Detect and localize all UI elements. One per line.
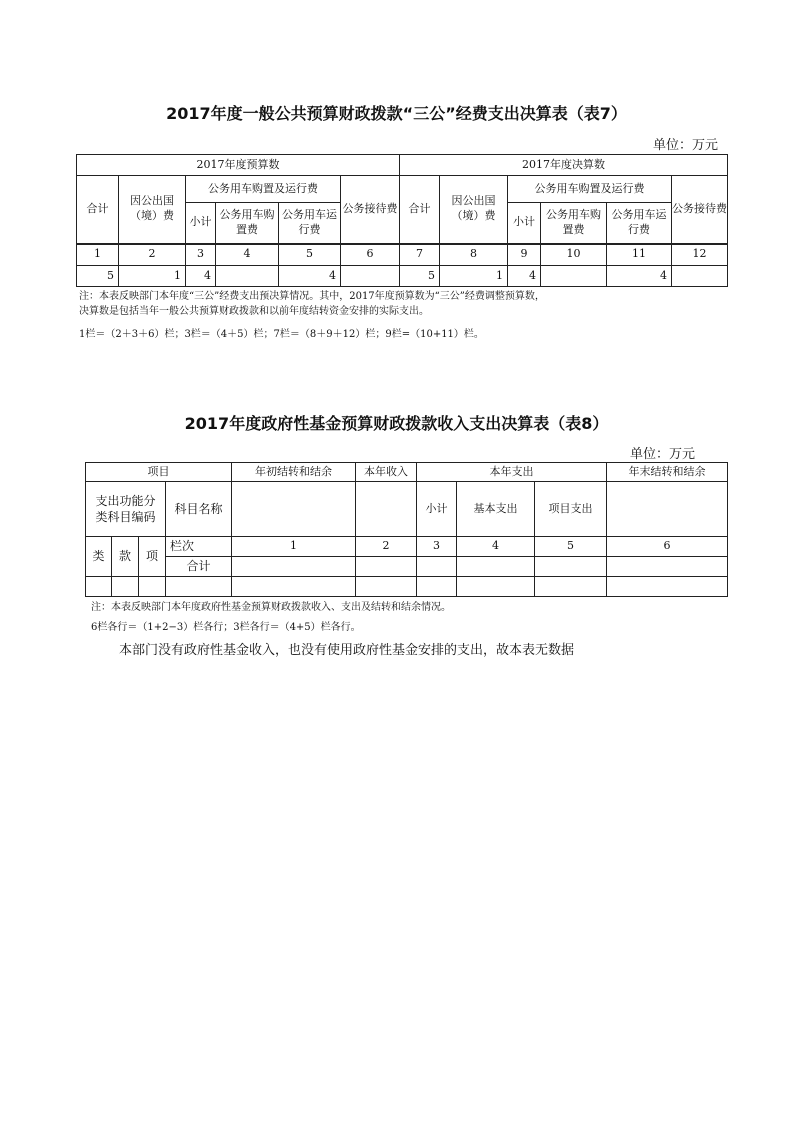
table7 — [76, 154, 728, 287]
table7-note-line2: 决算数是包括当年一般公共预算财政拨款和以前年度结转资金安排的实际支出。 — [79, 306, 429, 317]
header-end-balance: 年末结转和结余 — [607, 463, 728, 482]
value-cell: 4 — [607, 266, 672, 287]
header-vehicle-run: 公务用车运行费 — [279, 203, 341, 244]
header-xiang: 项 — [139, 537, 166, 577]
empty-cell — [232, 577, 356, 597]
no-data-statement: 本部门没有政府性基金收入，也没有使用政府性基金安排的支出，故本表无数据 — [119, 643, 575, 658]
header-vehicle-purchase: 公务用车购置费 — [541, 203, 607, 244]
header-subtotal: 小计 — [417, 482, 457, 537]
header-income: 本年收入 — [356, 463, 417, 482]
group-budget-header: 2017年度预算数 — [77, 155, 400, 176]
group-final-header: 2017年度决算数 — [400, 155, 728, 176]
empty-cell — [166, 577, 232, 597]
row-total-label: 合计 — [166, 557, 232, 577]
header-vehicle: 公务用车购置及运行费 — [508, 176, 672, 203]
empty-cell — [535, 557, 607, 577]
header-subtotal: 小计 — [186, 203, 216, 244]
empty-cell — [607, 577, 728, 597]
empty-cell — [607, 482, 728, 537]
header-reception: 公务接待费 — [341, 176, 400, 244]
empty-cell — [417, 557, 457, 577]
header-func-code: 支出功能分类科目编码 — [86, 482, 166, 537]
value-cell: 5 — [77, 266, 119, 287]
col-number: 9 — [508, 244, 541, 266]
col-number: 11 — [607, 244, 672, 266]
value-cell: 1 — [440, 266, 508, 287]
value-cell — [541, 266, 607, 287]
header-abroad: 因公出国（境）费 — [440, 176, 508, 244]
header-item: 项目 — [86, 463, 232, 482]
empty-cell — [607, 557, 728, 577]
col-number: 1 — [232, 537, 356, 557]
col-number: 2 — [356, 537, 417, 557]
col-number: 4 — [216, 244, 279, 266]
table7-formula: 1栏＝（2＋3＋6）栏；3栏＝（4＋5）栏；7栏＝（8＋9＋12）栏；9栏=（10+11）栏。 — [79, 329, 484, 340]
table8-title: 2017年度政府性基金预算财政拨款收入支出决算表（表8） — [184, 414, 609, 433]
value-cell — [216, 266, 279, 287]
col-number: 3 — [417, 537, 457, 557]
value-cell: 4 — [508, 266, 541, 287]
col-number: 6 — [607, 537, 728, 557]
empty-cell — [417, 577, 457, 597]
empty-cell — [86, 577, 112, 597]
col-number: 3 — [186, 244, 216, 266]
empty-cell — [457, 557, 535, 577]
value-cell: 5 — [400, 266, 440, 287]
value-cell — [672, 266, 728, 287]
header-project: 项目支出 — [535, 482, 607, 537]
table7-note-line1: 注：本表反映部门本年度“三公”经费支出预决算情况。其中，2017年度预算数为“三公”经费调整预算数， — [79, 291, 545, 302]
col-number: 8 — [440, 244, 508, 266]
header-vehicle-run: 公务用车运行费 — [607, 203, 672, 244]
header-subtotal: 小计 — [508, 203, 541, 244]
col-number: 5 — [535, 537, 607, 557]
header-total: 合计 — [400, 176, 440, 244]
col-number: 7 — [400, 244, 440, 266]
col-number: 10 — [541, 244, 607, 266]
col-number: 2 — [119, 244, 186, 266]
header-vehicle: 公务用车购置及运行费 — [186, 176, 341, 203]
empty-cell — [232, 482, 356, 537]
header-abroad: 因公出国（境）费 — [119, 176, 186, 244]
col-number: 4 — [457, 537, 535, 557]
empty-cell — [139, 577, 166, 597]
header-reception: 公务接待费 — [672, 176, 728, 244]
empty-cell — [356, 557, 417, 577]
table8 — [85, 462, 728, 597]
col-number: 6 — [341, 244, 400, 266]
empty-cell — [356, 482, 417, 537]
header-total: 合计 — [77, 176, 119, 244]
table8-unit: 单位：万元 — [630, 447, 696, 462]
empty-cell — [112, 577, 139, 597]
header-expense: 本年支出 — [417, 463, 607, 482]
value-cell: 4 — [279, 266, 341, 287]
table7-title: 2017年度一般公共预算财政拨款“三公”经费支出决算表（表7） — [166, 104, 627, 123]
col-number: 5 — [279, 244, 341, 266]
value-cell: 1 — [119, 266, 186, 287]
table7-unit: 单位：万元 — [653, 138, 719, 153]
table8-formula: 6栏各行＝（1+2−3）栏各行；3栏各行＝（4+5）栏各行。 — [91, 622, 361, 633]
header-subject-name: 科目名称 — [166, 482, 232, 537]
header-kuan: 款 — [112, 537, 139, 577]
header-lei: 类 — [86, 537, 112, 577]
empty-cell — [535, 577, 607, 597]
value-cell — [341, 266, 400, 287]
table8-note: 注：本表反映部门本年度政府性基金预算财政拨款收入、支出及结转和结余情况。 — [91, 602, 451, 613]
empty-cell — [457, 577, 535, 597]
empty-cell — [356, 577, 417, 597]
header-begin-balance: 年初结转和结余 — [232, 463, 356, 482]
col-number: 12 — [672, 244, 728, 266]
header-vehicle-purchase: 公务用车购置费 — [216, 203, 279, 244]
col-number: 1 — [77, 244, 119, 266]
value-cell: 4 — [186, 266, 216, 287]
header-lanci: 栏次 — [166, 537, 232, 557]
empty-cell — [232, 557, 356, 577]
header-basic: 基本支出 — [457, 482, 535, 537]
